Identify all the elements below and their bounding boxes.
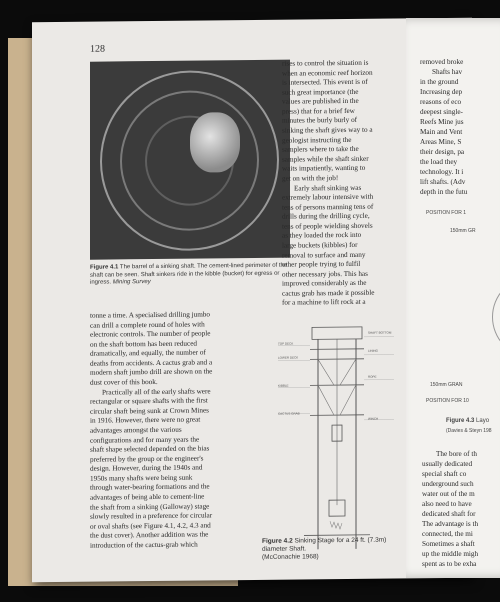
figure-4-1-label: Figure 4.1 bbox=[90, 264, 119, 271]
text-line: on the shaft bottom has been reduced bbox=[90, 339, 197, 349]
diagram-label: WINCH bbox=[368, 416, 379, 421]
text-line: water out of the m bbox=[422, 490, 475, 498]
measure-top: 150mm GR bbox=[450, 228, 476, 234]
text-line: the shaft from a sinking (Galloway) stage bbox=[90, 502, 210, 512]
diagram-label: ROPE bbox=[368, 374, 377, 379]
text-line: waits impatiently, wanting to bbox=[282, 164, 366, 174]
text-line: 1950s many shafts were being sunk bbox=[90, 473, 193, 483]
text-line: through water-bearing formations and the bbox=[90, 482, 210, 493]
text-line: lift shafts. (Adv bbox=[420, 178, 466, 186]
position-label-1: POSITION FOR 1 bbox=[426, 210, 467, 216]
text-line: connected, the mi bbox=[422, 530, 473, 538]
text-line: values are published in the bbox=[282, 97, 359, 106]
text-line: when an economic reef horizon bbox=[282, 68, 373, 78]
text-line: deepest single- bbox=[420, 108, 463, 116]
figure-4-1-caption bbox=[90, 263, 290, 288]
text-line: dust cover of this book. bbox=[90, 378, 158, 387]
text-line: Areas Mine, S bbox=[420, 138, 462, 146]
text-line: deaths from accidents. A cactus grab and a bbox=[90, 358, 213, 368]
text-line: tonne a time. A specialised drilling jumbo bbox=[90, 310, 210, 320]
text-line: dramatically, and equally, the number of bbox=[90, 348, 206, 359]
right-column-top bbox=[282, 58, 407, 308]
text-line: geologist instructing the bbox=[282, 135, 352, 145]
position-label-2: POSITION FOR 10 bbox=[426, 398, 469, 404]
right-book-page bbox=[406, 18, 500, 578]
text-line: large buckets (kibbles) for bbox=[282, 240, 358, 250]
text-line: press) that for a brief few bbox=[282, 106, 355, 116]
text-line: other people trying to fulfil bbox=[282, 260, 361, 269]
text-line: removal to surface and many bbox=[282, 250, 366, 260]
text-line: reasons of eco bbox=[420, 98, 462, 106]
text-line: modern shaft jumbo drill are shown on the bbox=[90, 367, 213, 378]
text-line: The bore of th bbox=[436, 450, 477, 458]
text-line: usually dedicated bbox=[422, 460, 473, 468]
text-line: introduction of the cactus-grab which bbox=[90, 540, 198, 550]
layout-circle-segment bbox=[492, 276, 500, 358]
diagram-label: KIBBLE bbox=[278, 383, 289, 388]
figure-4-1-credit: Mining Survey bbox=[112, 279, 151, 286]
text-line: is intersected. This event is of bbox=[282, 77, 368, 87]
text-line: preferred by the group or the engineer's bbox=[90, 454, 204, 464]
text-line: slowly resulted in a preference for circular bbox=[90, 511, 213, 521]
diagram-label: TOP DECK bbox=[278, 341, 294, 346]
text-line: the dust cover). Another addition was the bbox=[90, 530, 209, 540]
text-line: depth in the futu bbox=[420, 188, 468, 196]
text-line: also need to have bbox=[422, 500, 472, 508]
text-line: drills during the drilling cycle, bbox=[282, 212, 370, 221]
text-line: technology. It i bbox=[420, 168, 464, 176]
figure-4-1-text: The barrel of a sinking shaft. The cement-lined perimeter of the shaft can be seen. Shaft sinkers ride in the kibble (bucket) for egress or ingress. bbox=[90, 262, 288, 286]
text-line: Reefs Mine jus bbox=[420, 118, 464, 126]
text-line: as they loaded the rock into bbox=[282, 231, 362, 241]
text-line: get on with the job! bbox=[282, 174, 339, 183]
text-line: Increasing dep bbox=[420, 88, 463, 96]
figure-4-3-text: Layo bbox=[476, 418, 490, 424]
text-line: shaft shape selected depended on the bias bbox=[90, 444, 210, 454]
figure-4-3-label: Figure 4.3 bbox=[446, 418, 475, 424]
text-line: samplers where to take the bbox=[282, 145, 359, 154]
left-column-bottom bbox=[90, 310, 260, 551]
figure-4-2-text: Sinking Stage for a 24 ft. (7.3m) diameter Shaft. bbox=[262, 536, 387, 554]
text-line: circular shaft being sunk at Crown Mines bbox=[90, 406, 209, 416]
figure-4-2-caption bbox=[262, 536, 412, 562]
text-line: rectangular or square shafts with the first bbox=[90, 396, 208, 406]
text-line: improved considerably as the bbox=[282, 279, 367, 288]
text-line: extremely labour intensive with bbox=[282, 192, 374, 202]
text-line: minutes the burly burly of bbox=[282, 116, 358, 126]
text-line: spent as to be exha bbox=[422, 560, 477, 568]
text-line: design. However, during the 1940s and bbox=[90, 463, 203, 473]
shaft-barrel-photo bbox=[90, 60, 290, 260]
text-line: cactus grab has made it possible bbox=[282, 288, 375, 298]
text-line: configurations and for many years the bbox=[90, 435, 200, 445]
text-line: sinking the shaft gives way to a bbox=[282, 125, 373, 135]
text-line: the load they bbox=[420, 158, 458, 166]
text-line: Practically all of the early shafts were bbox=[102, 387, 211, 397]
text-line: Early shaft sinking was bbox=[294, 183, 362, 193]
text-line: up the middle migh bbox=[422, 550, 479, 558]
figure-4-2-credit: (McConachie 1968) bbox=[262, 553, 319, 562]
text-line: for a machine to lift rock at a bbox=[282, 298, 366, 308]
text-line: their design, pa bbox=[420, 148, 465, 156]
text-line: can drill a complete round of holes with bbox=[90, 320, 205, 330]
text-line: in 1916. However, there were no great bbox=[90, 415, 201, 426]
text-line: underground such bbox=[422, 480, 474, 488]
text-line: tens of people wielding shovels bbox=[282, 221, 373, 231]
text-line: The advantage is th bbox=[422, 520, 479, 528]
text-line: dedicated shaft for bbox=[422, 510, 476, 518]
text-line: removed broke bbox=[420, 58, 464, 66]
diagram-label: SHAFT BOTTOM bbox=[368, 330, 392, 335]
diagram-label: CACTUS GRAB bbox=[278, 411, 300, 416]
text-line: Main and Vent bbox=[420, 128, 463, 136]
text-line: such great importance (the bbox=[282, 87, 359, 97]
text-line: special shaft co bbox=[422, 470, 467, 478]
text-line: or oval shafts (see Figure 4.1, 4.2, 4.3 and bbox=[90, 521, 211, 531]
text-line: Shafts hav bbox=[432, 68, 463, 76]
page-number: 128 bbox=[90, 43, 105, 55]
text-line: tens of persons manning tens of bbox=[282, 202, 374, 212]
figure-4-3-caption bbox=[446, 418, 489, 424]
text-line: in the ground bbox=[420, 78, 459, 86]
kibble-with-sinkers bbox=[190, 112, 240, 173]
diagram-label: LINING bbox=[368, 348, 379, 353]
figure-4-3-credit: (Davies & Steyn 198 bbox=[446, 428, 492, 434]
text-line: electronic controls. The number of people bbox=[90, 329, 211, 339]
text-line: other necessary jobs. This has bbox=[282, 269, 368, 279]
text-line: samples while the shaft sinker bbox=[282, 154, 369, 164]
figure-4-2-label: Figure 4.2 bbox=[262, 537, 293, 545]
measure-bottom: 150mm GRAN bbox=[430, 382, 463, 388]
text-line: advantages of being able to cement-line bbox=[90, 492, 205, 502]
diagram-label: LOWER DECK bbox=[278, 355, 299, 360]
text-line: advantages amongst the various bbox=[90, 425, 182, 435]
text-line: rises to control the situation is bbox=[282, 58, 369, 68]
text-line: Sometimes a shaft bbox=[422, 540, 475, 548]
